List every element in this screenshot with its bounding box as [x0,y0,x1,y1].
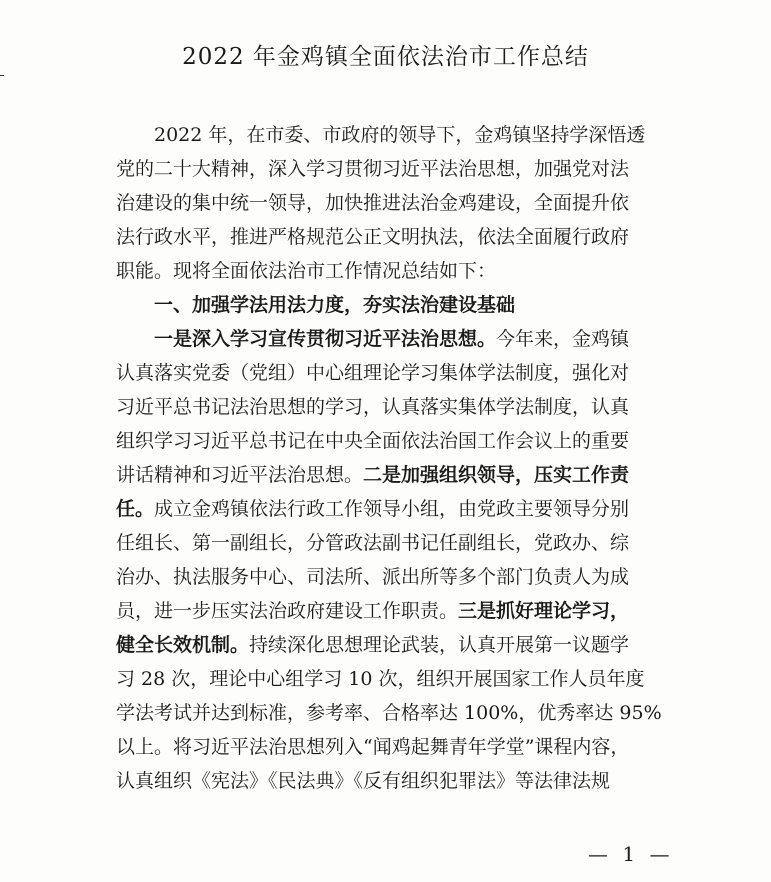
bold-lead: 三是抓好理论学习， [458,600,630,622]
text-line: 治建设的集中统一领导，加快推进法治金鸡建设，全面提升依 [116,192,630,214]
text-line: 习近平总书记法治思想的学习，认真落实集体学法制度，认真 [116,396,630,418]
text-span: 今年来，金鸡镇 [496,328,630,350]
text-line [116,594,664,628]
margin-mark [0,75,4,76]
document-body [116,118,664,798]
bold-lead: 一是深入学习宣传贯彻习近平法治思想。 [154,328,497,350]
text-line: 法行政水平，推进严格规范公正文明执法，依法全面履行政府 [116,226,630,248]
text-line: 认真落实党委（党组）中心组理论学习集体学法制度，强化对 [116,362,630,384]
text-line: 任组长、第一副组长，分管政法副书记任副组长，党政办、综 [116,532,630,554]
bold-lead: 任。 [116,498,155,520]
text-line: 习 28 次，理论中心组学习 10 次，组织开展国家工作人员年度 [116,668,645,690]
text-line: 以上。将习近平法治思想列入“闻鸡起舞青年学堂”课程内容， [116,736,630,758]
text-line [116,458,664,492]
text-line: 党的二十大精神，深入学习贯彻习近平法治思想，加强党对法 [116,158,630,180]
text-line: 组织学习习近平总书记在中央全面依法治国工作会议上的重要 [116,430,630,452]
bold-lead: 健全长效机制。 [116,634,250,656]
text-span: 持续深化思想理论武装，认真开展第一议题学 [249,634,630,656]
text-span: 讲话精神和习近平法治思想。 [116,464,364,486]
text-line [116,628,664,662]
text-span: 成立金鸡镇依法行政工作领导小组，由党政主要领导分别 [154,498,630,520]
text-line: 治办、执法服务中心、司法所、派出所等多个部门负责人为成 [116,566,630,588]
page-number: — 1 — [588,842,674,866]
text-span: 员，进一步压实法治政府建设工作职责。 [116,600,459,622]
text-line: 2022 年，在市委、市政府的领导下，金鸡镇坚持学深悟透 [154,124,646,146]
section-heading: 一、加强学法用法力度，夯实法治建设基础 [154,294,516,316]
text-line: 认真组织《宪法》《民法典》《反有组织犯罪法》等法律法规 [116,770,611,792]
document-title: 2022 年金鸡镇全面依法治市工作总结 [182,44,589,70]
text-line: 学法考试并达到标准，参考率、合格率达 100%，优秀率达 95% [116,702,662,724]
text-line [116,492,664,526]
bold-lead: 二是加强组织领导，压实工作责 [363,464,630,486]
text-line [116,322,664,356]
text-line: 职能。现将全面依法治市工作情况总结如下： [116,260,497,282]
